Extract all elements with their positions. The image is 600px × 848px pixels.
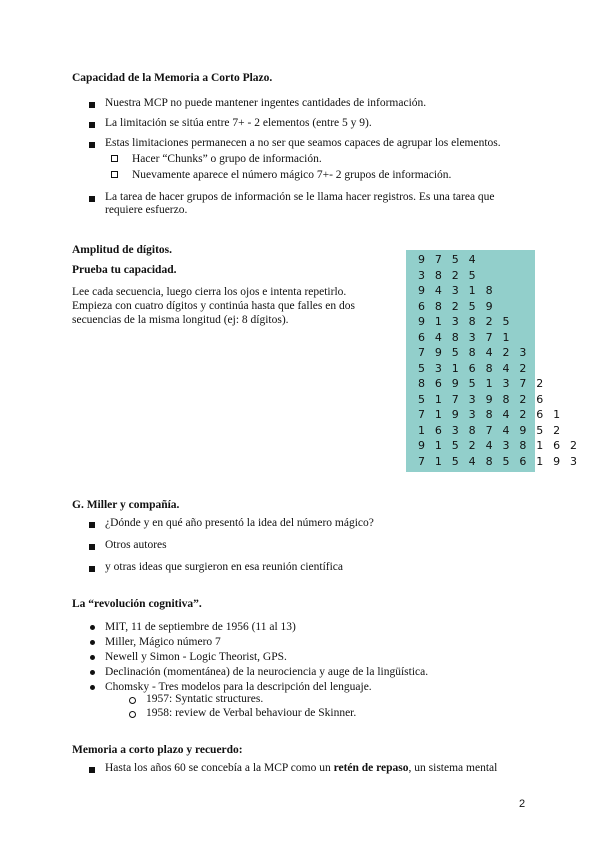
subbullet-text: Nuevamente aparece el número mágico 7+- 2 grupos de información.: [132, 169, 452, 181]
subbullet-text: 1958: review de Verbal behaviour de Skinner.: [146, 707, 357, 719]
dot-bullet-icon: [90, 655, 95, 660]
square-bullet-icon: [89, 196, 95, 202]
bullet-text: Estas limitaciones permanecen a no ser que seamos capaces de agrupar los elementos.: [105, 137, 501, 149]
square-bullet-icon: [89, 122, 95, 128]
subbullet-text: Hacer “Chunks” o grupo de información.: [132, 153, 322, 165]
bullet-text-continued: requiere esfuerzo.: [105, 204, 188, 216]
subbullet-text: 1957: Syntatic structures.: [146, 693, 264, 705]
digit-sequence: 3 8 2 5: [418, 268, 479, 282]
circle-bullet-icon: [129, 711, 136, 718]
digit-sequence: 9 7 5 4: [418, 253, 479, 266]
dot-bullet-icon: [90, 670, 95, 675]
bullet-text: Newell y Simon - Logic Theorist, GPS.: [105, 651, 287, 663]
page-number: 2: [519, 798, 526, 810]
dot-bullet-icon: [90, 685, 95, 690]
section-subtitle-prueba: Prueba tu capacidad.: [72, 264, 177, 276]
instruction-text: Empieza con cuatro dígitos y continúa hasta que falles en dos: [72, 300, 355, 312]
bullet-text: Otros autores: [105, 539, 167, 551]
bullet-text-end: , un sistema mental: [408, 762, 498, 774]
open-square-bullet-icon: [111, 155, 118, 162]
section-title-revolucion: La “revolución cognitiva”.: [72, 598, 202, 610]
section-title-miller: G. Miller y compañía.: [72, 499, 180, 511]
digit-sequence: 9 4 3 1 8: [418, 284, 496, 297]
digit-sequence-box: [406, 250, 581, 472]
digit-sequence: 5 1 7 3 9 8 2 6: [418, 392, 547, 406]
bullet-text: Nuestra MCP no puede mantener ingentes cantidades de información.: [105, 97, 427, 109]
square-bullet-icon: [89, 142, 95, 148]
digit-sequence: 7 1 5 4 8 5 6 1 9 3: [418, 454, 581, 468]
square-bullet-icon: [89, 522, 95, 528]
section-title-memoria-recuerdo: Memoria a corto plazo y recuerdo:: [72, 744, 243, 756]
section-title-amplitud: Amplitud de dígitos.: [72, 244, 173, 256]
bullet-text: La tarea de hacer grupos de información se le llama hacer registros. Es una tarea que: [105, 191, 495, 203]
bullet-text: ¿Dónde y en qué año presentó la idea del número mágico?: [105, 517, 374, 529]
bullet-text: Miller, Mágico número 7: [105, 636, 221, 648]
digit-sequence: 9 1 3 8 2 5: [418, 315, 513, 328]
square-bullet-icon: [89, 544, 95, 550]
digit-sequence: 6 4 8 3 7 1: [418, 330, 513, 344]
bullet-text: y otras ideas que surgieron en esa reunión científica: [105, 561, 344, 573]
square-bullet-icon: [89, 566, 95, 572]
dot-bullet-icon: [90, 640, 95, 645]
instruction-text: Lee cada secuencia, luego cierra los ojos e intenta repetirlo.: [72, 286, 347, 298]
bullet-text: [105, 761, 497, 775]
digit-sequence: 5 3 1 6 8 4 2: [418, 361, 530, 375]
dot-bullet-icon: [90, 625, 95, 630]
bullet-text: La limitación se sitúa entre 7+ - 2 elementos (entre 5 y 9).: [105, 117, 372, 129]
square-bullet-icon: [89, 102, 95, 108]
digit-sequence: 6 8 2 5 9: [418, 299, 496, 313]
bullet-text-start: Hasta los años 60 se concebía a la MCP como un: [105, 762, 334, 774]
digit-sequence: 7 9 5 8 4 2 3: [418, 346, 530, 359]
bullet-text: Declinación (momentánea) de la neurociencia y auge de la lingüística.: [105, 666, 429, 678]
bullet-text-bold: retén de repaso: [333, 762, 409, 774]
open-square-bullet-icon: [111, 171, 118, 178]
digit-sequence: 9 1 5 2 4 3 8 1 6 2: [418, 439, 581, 452]
bullet-text: MIT, 11 de septiembre de 1956 (11 al 13): [105, 621, 296, 633]
circle-bullet-icon: [129, 697, 136, 704]
digit-sequence: 7 1 9 3 8 4 2 6 1: [418, 408, 564, 421]
bullet-text: Chomsky - Tres modelos para la descripción del lenguaje.: [105, 681, 372, 693]
section-title-capacidad: Capacidad de la Memoria a Corto Plazo.: [72, 72, 273, 84]
instruction-text: secuencias de la misma longitud (ej: 8 dígitos).: [72, 314, 289, 326]
digit-sequence: 1 6 3 8 7 4 9 5 2: [418, 423, 564, 437]
digit-sequence: 8 6 9 5 1 3 7 2: [418, 377, 547, 390]
square-bullet-icon: [89, 767, 95, 773]
